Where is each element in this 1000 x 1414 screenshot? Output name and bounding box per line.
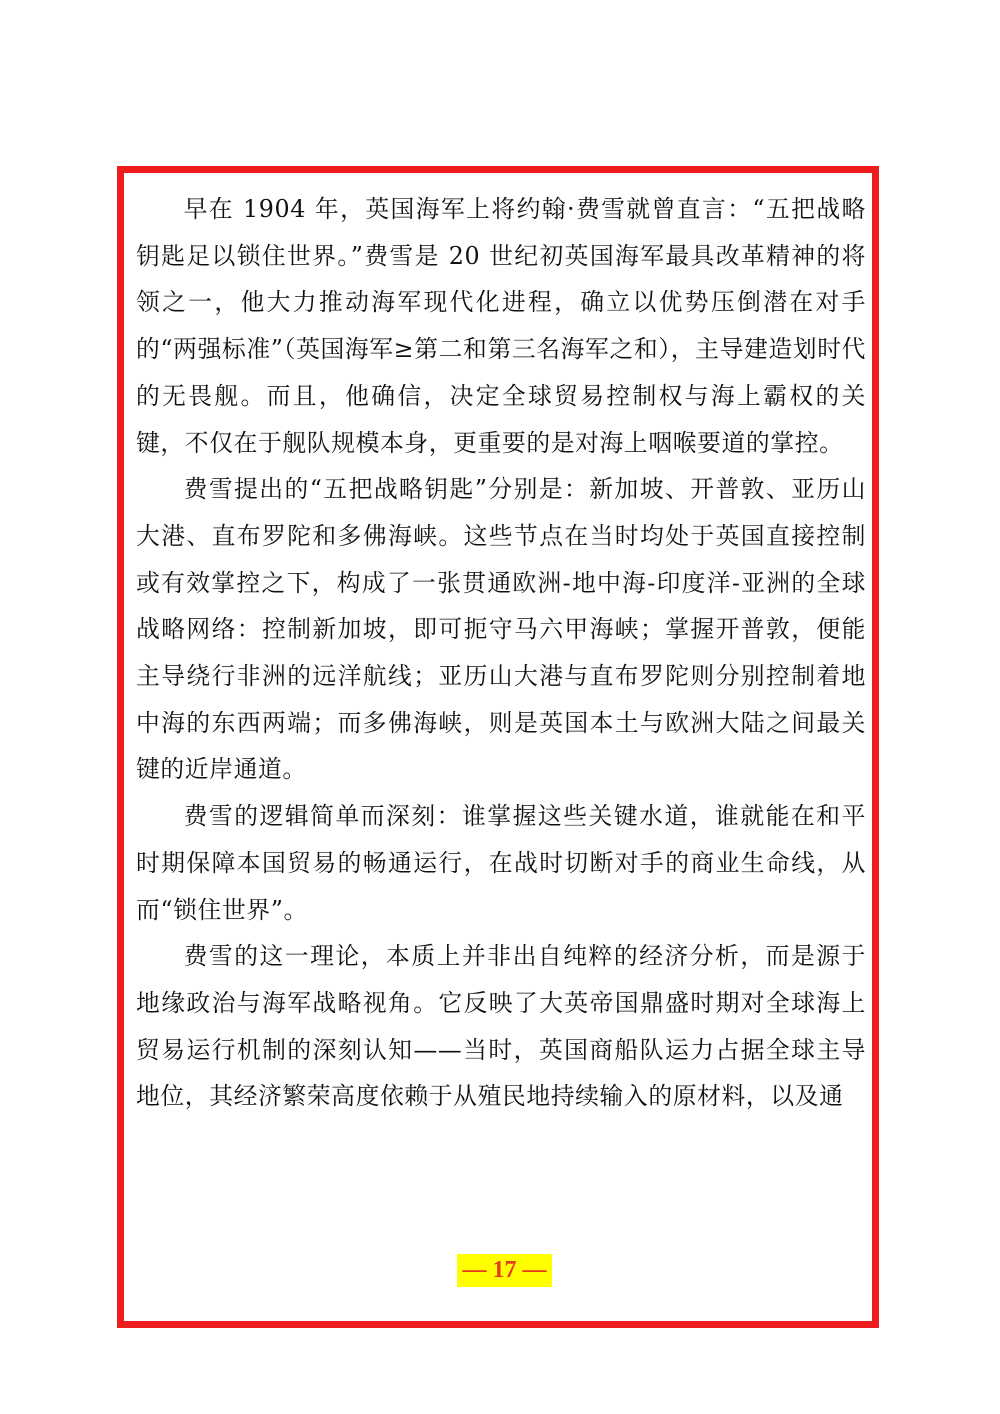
paragraph-4: 费雪的这一理论，本质上并非出自纯粹的经济分析，而是源于地缘政治与海军战略视角。它反映了大英帝国鼎盛时期对全球海上贸易运行机制的深刻认知——当时，英国商船队运力占据全球主导地位，其经济繁荣高度依赖于从殖民地持续输入的原材料，以及通 — [136, 942, 866, 1111]
paragraph-2: 费雪提出的“五把战略钥匙”分别是：新加坡、开普敦、亚历山大港、直布罗陀和多佛海峡。这些节点在当时均处于英国直接控制或有效掌控之下，构成了一张贯通欧洲-地中海-印度洋-亚洲的全球战略网络：控制新加坡，即可扼守马六甲海峡；掌握开普敦，便能主导绕行非洲的远洋航线；亚历山大港与直布罗陀则分别控制着地中海的东西两端；而多佛海峡，则是英国本土与欧洲大陆之间最关键的近岸通道。 — [136, 475, 866, 784]
paragraph-1: 早在 1904 年，英国海军上将约翰·费雪就曾直言：“五把战略钥匙足以锁住世界。”费雪是 20 世纪初英国海军最具改革精神的将领之一，他大力推动海军现代化进程，确立以优势压倒潜在对手的“两强标准”（英国海军≥第二和第三名海军之和），主导建造划时代的无畏舰。而且，他确信，决定全球贸易控制权与海上霸权的关键，不仅在于舰队规模本身，更重要的是对海上咽喉要道的掌控。 — [136, 195, 866, 457]
article-body — [136, 186, 866, 1120]
paragraph-3: 费雪的逻辑简单而深刻：谁掌握这些关键水道，谁就能在和平时期保障本国贸易的畅通运行，在战时切断对手的商业生命线，从而“锁住世界”。 — [136, 802, 866, 924]
page-number: — 17 — — [457, 1254, 552, 1287]
